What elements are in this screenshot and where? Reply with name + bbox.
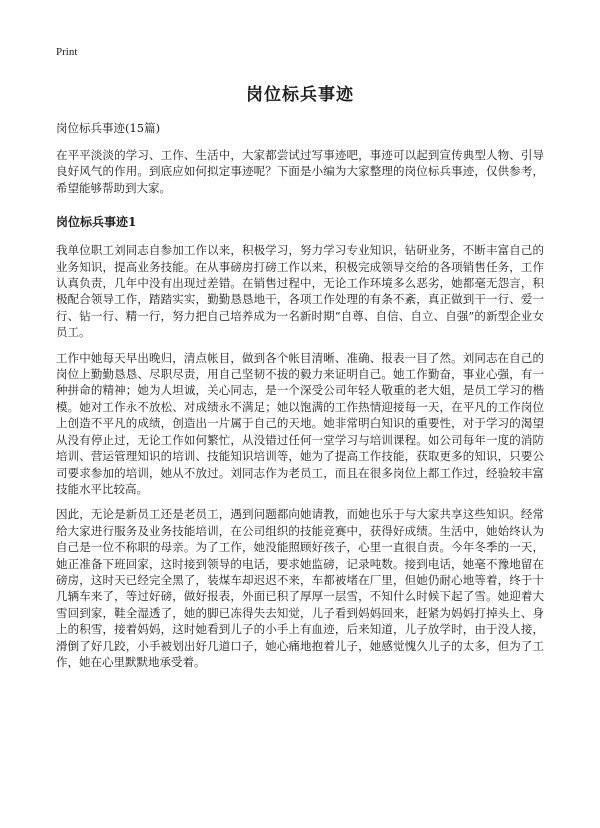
document-subtitle: 岗位标兵事迹(15篇) xyxy=(56,121,161,135)
page-title: 岗位标兵事迹 xyxy=(246,85,354,105)
section-heading: 岗位标兵事迹1 xyxy=(56,215,137,230)
document-body xyxy=(56,120,544,679)
intro-paragraph: 在平平淡淡的学习、工作、生活中，大家都尝试过写事迹吧，事迹可以起到宣传典型人物、引导良好风气的作用。到底应如何拟定事迹呢？下面是小编为大家整理的岗位标兵事迹，仅供参考，希望能够帮助到大家。 xyxy=(56,148,544,195)
section-paragraph-2: 工作中她每天早出晚归，清点帐目，做到各个帐目清晰、准确、报表一目了然。刘同志在自己的岗位上勤勤恳恳、尽职尽责，用自己坚韧不拔的毅力来证明自己。她工作勤奋，事业心强，有一种拼命的精神；她为人坦诚，关心同志，是一个深受公司年轻人敬重的老大姐，是员工学习的楷模。她对工作永不放松、对成绩永不满足；她以饱满的工作热情迎接每一天，在平凡的工作岗位上创造不平凡的成绩，创造出一片属于自己的天地。她非常明白知识的重要性，对于学习的渴望从没有停止过，无论工作如何繁忙，从没错过任何一堂学习与培训课程。如公司每年一度的消防培训、营运管理知识的培训、技能知识培训等，她为了提高工作技能，获取更多的知识，只要公司要求参加的培训，她从不放过。刘同志作为老员工，而且在很多岗位上都工作过，经验较丰富技能水平比较高。 xyxy=(56,350,544,496)
section-paragraph-3: 因此，无论是新员工还是老员工，遇到问题都向她请教，而她也乐于与大家共享这些知识。经常给大家进行服务及业务技能培训，在公司组织的技能竞赛中，获得好成绩。生活中，她始终认为自己是一位不称职的母亲。为了工作，她没能照顾好孩子，心里一直很自责。今年冬季的一天，她正准备下班回家，这时接到领导的电话，要求她监磅，记录吨数。接到电话，她毫不豫地留在磅房，这时天已经完全黑了，装煤车却迟迟不来，车都被堵在厂里，但她仍耐心地等着，终于十几辆车来了，等过好磅，做好报表，外面已积了厚厚一层雪，不知什么时候下起了雪。她迎着大雪回到家，鞋全湿透了，她的脚已冻得失去知觉，儿子看到妈妈回来，赶紧为妈妈打掉头上、身上的积雪，接着妈妈，这时她看到儿子的小手上有血迹，后来知道，儿子放学时，由于没人接，滑倒了好几跤，小手被划出好几道口子，她心痛地抱着儿子，她感觉愧久儿子的太多，但为了工作，她在心里默默地承受着。 xyxy=(56,507,544,669)
print-link[interactable]: Print xyxy=(56,46,78,58)
section-paragraph-1: 我单位职工刘同志自参加工作以来，积极学习，努力学习专业知识，钻研业务，不断丰富自己的业务知识，提高业务技能。在从事磅房打磅工作以来，积极完成领导交给的各项销售任务，工作认真负责，几年中没有出现过差错。在销售过程中，无论工作环境多么恶劣，她都毫无怨言，积极配合领导工作，踏踏实实，勤勤恳恳地干，各项工作处理的有条不紊，真正做到干一行、爱一行、钻一行、精一行，努力把自己培养成为一名新时期“自尊、自信、自立、自强”的新型企业女员工。 xyxy=(56,243,544,340)
